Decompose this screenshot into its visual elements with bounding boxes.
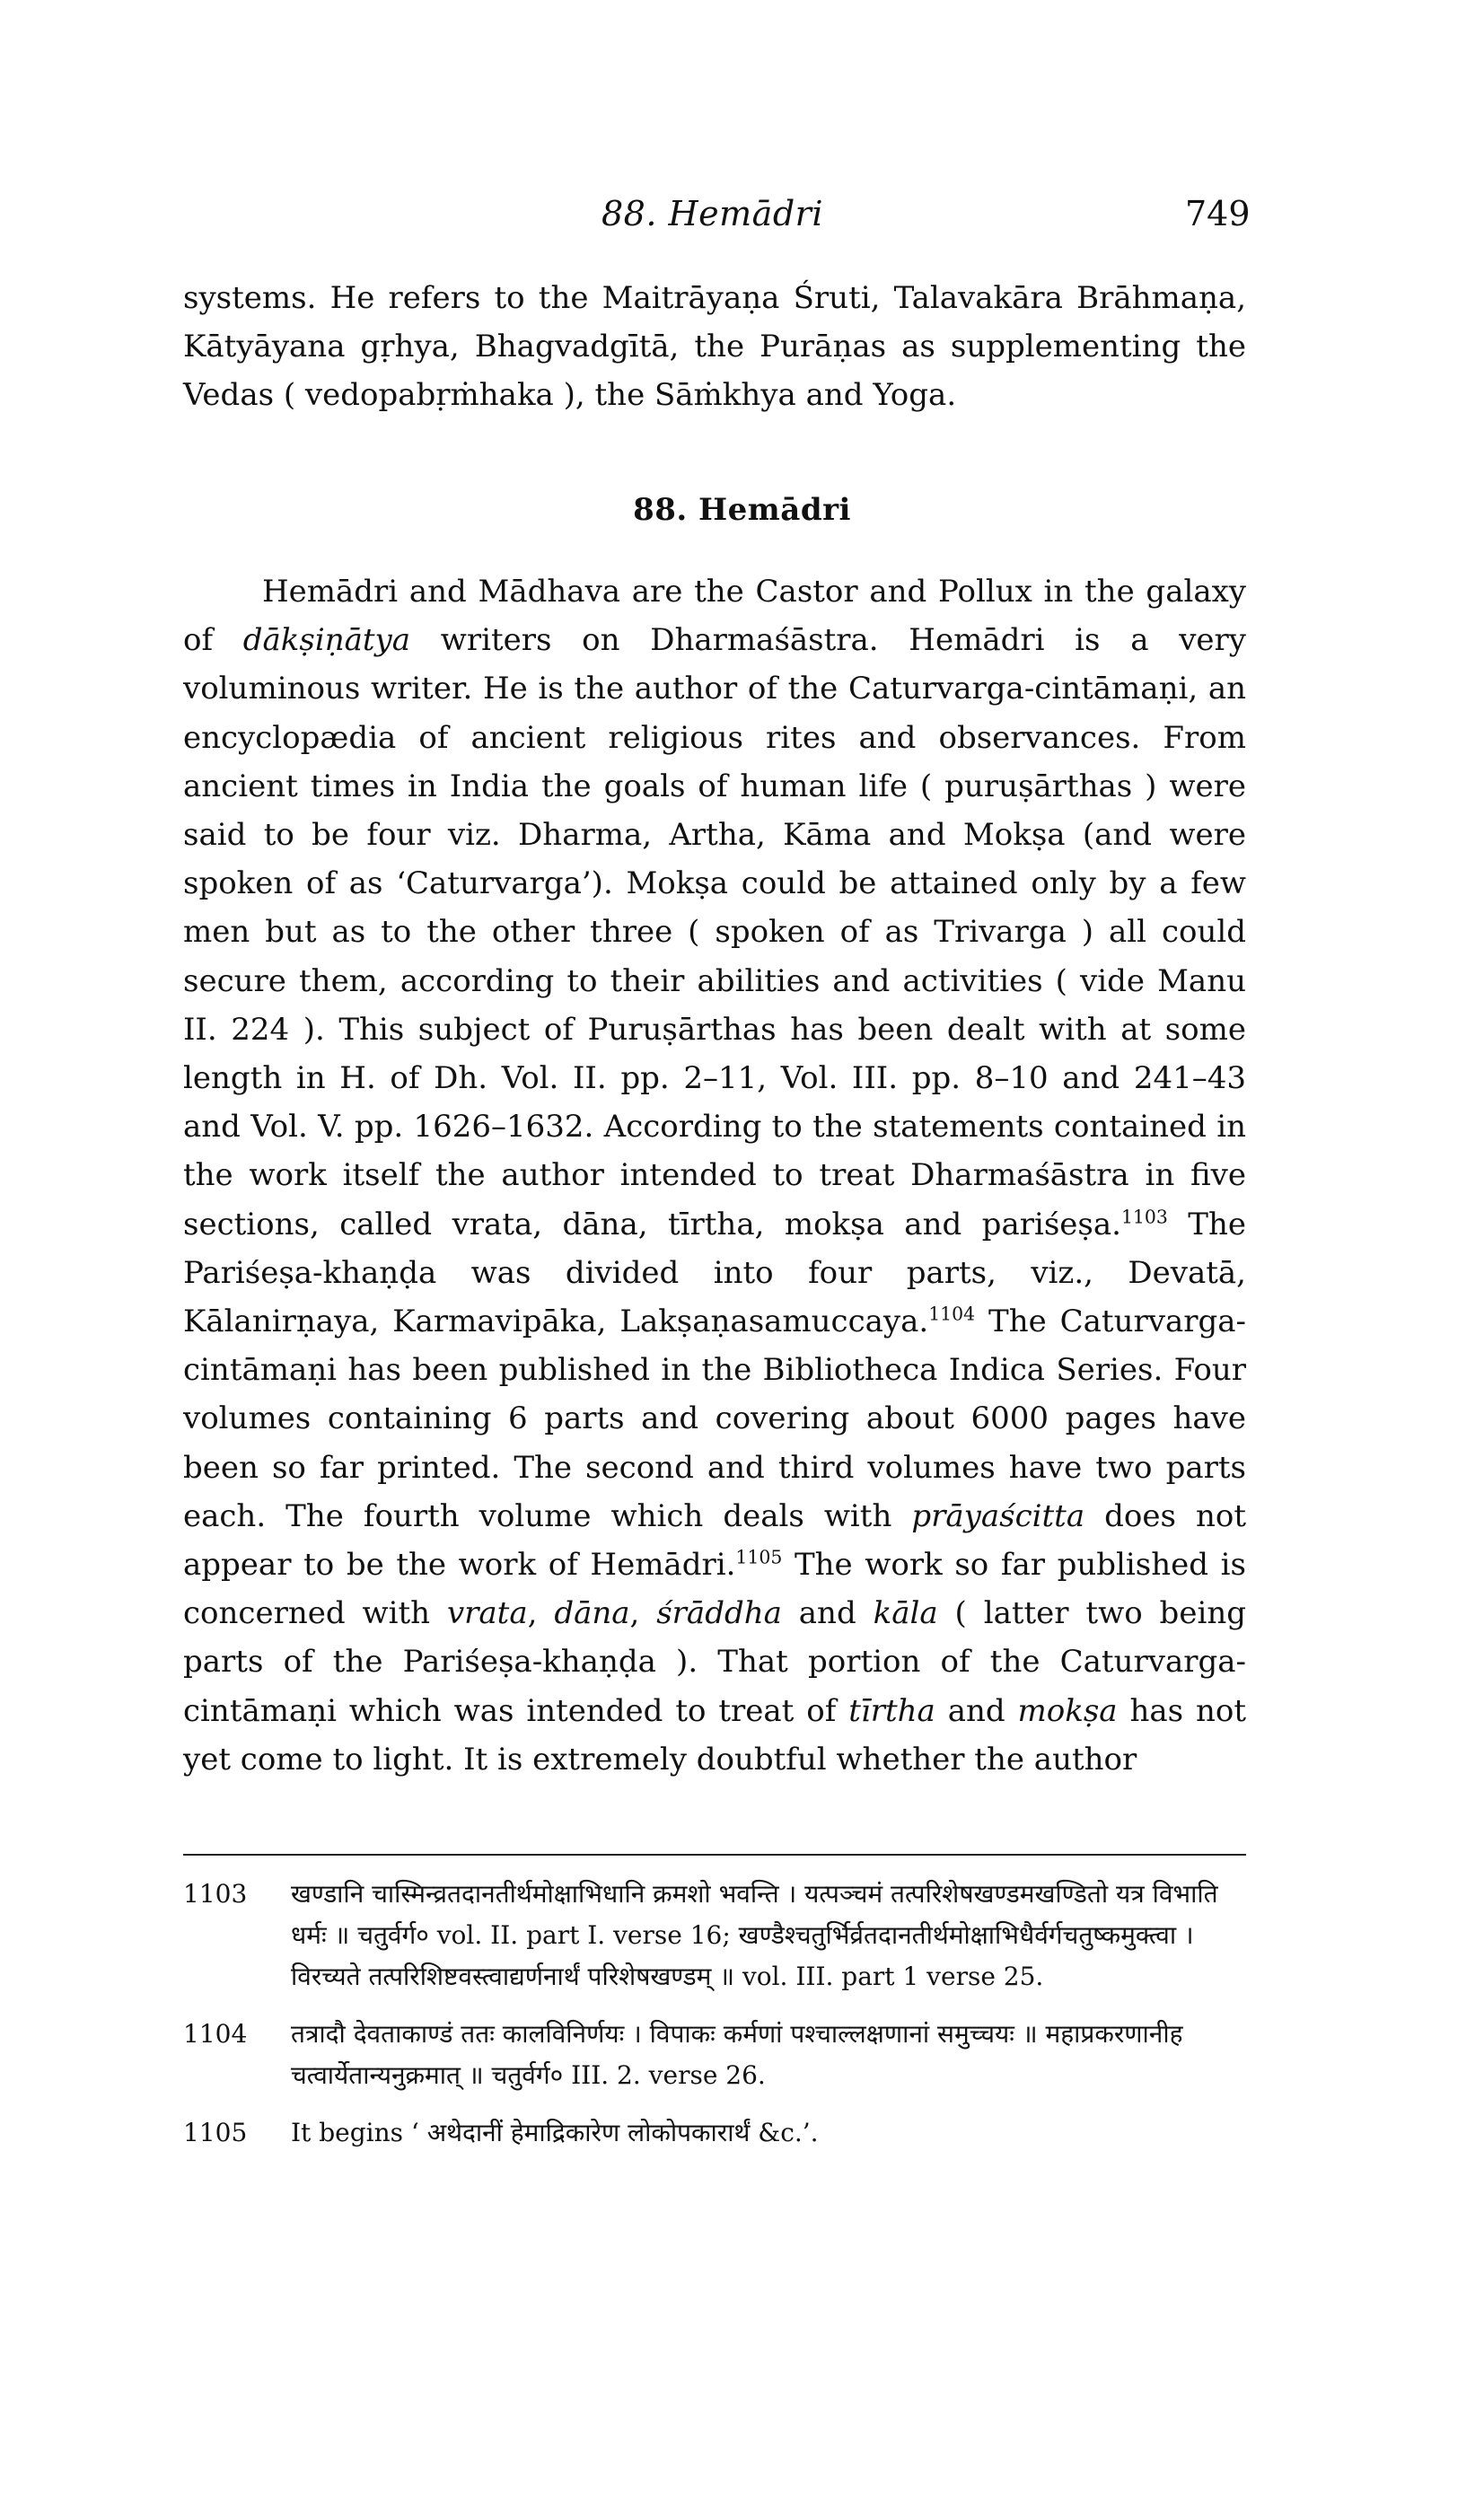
footnote-1104	[183, 2014, 1246, 2096]
footnote-text: तत्रादौ देवताकाण्डं ततः कालविनिर्णयः । विपाकः कर्मणां पश्चाल्लक्षणानां समुच्चयः ॥ महाप्रकरणानीह चत्वार्येतान्यनुक्रमात् ॥ चतुर्वर्ग० III. 2. verse 26.	[291, 2019, 1183, 2090]
footnote-ref-1105[interactable]: 1105	[735, 1546, 783, 1568]
italic-term: vrata	[446, 1595, 528, 1632]
running-title: 88. Hemādri	[602, 194, 823, 233]
italic-term: prāyaścitta	[911, 1497, 1085, 1534]
running-head	[0, 190, 1484, 244]
text-run: Hemādri and Mādhava are the Castor and Pollux in the galaxy of	[183, 574, 1246, 659]
footnote-1103	[183, 1874, 1246, 1997]
footnote-text: खण्डानि चास्मिन्व्रतदानतीर्थमोक्षाभिधानि क्रमशो भवन्ति । यत्पञ्चमं तत्परिशेषखण्डमखण्डितो यत्र विभाति धर्मः ॥ चतुर्वर्ग० vol. II. part I. verse 16; खण्डैश्चतुर्भिर्व्रतदानतीर्थमोक्षाभिधैर्वर्गचतुष्कमुक्त्वा । विरच्यते तत्परिशिष्टवस्त्वाद्यर्णनार्थं परिशेषखण्डम् ॥ vol. III. part 1 verse 25.	[291, 1879, 1218, 1991]
footnote-number: 1103	[183, 1879, 248, 1909]
italic-term: mokṣa	[1017, 1692, 1118, 1729]
italic-term: tīrtha	[848, 1692, 935, 1729]
italic-term: dāna	[554, 1595, 630, 1632]
main-paragraph	[183, 567, 1246, 1784]
text-run: ,	[629, 1595, 657, 1632]
page-number: 749	[1185, 194, 1251, 233]
footnote-number: 1104	[183, 2019, 248, 2049]
text-run: does not appear to be the work of Hemādri.	[183, 1497, 1246, 1584]
footnote-ref-1104[interactable]: 1104	[928, 1303, 976, 1325]
italic-term: śrāddha	[656, 1595, 782, 1632]
text-run: The Pariśeṣa-khaṇḍa was divided into four parts, viz., Devatā, Kālanirṇaya, Karmavipāka, Lakṣaṇasamuccaya.	[183, 1206, 1246, 1340]
footnote-ref-1103[interactable]: 1103	[1120, 1206, 1168, 1228]
footnote-1105	[183, 2112, 1246, 2154]
footnote-text: It begins ‘ अथेदानीं हेमाद्रिकारेण लोकोपकारार्थं &c.’.	[291, 2118, 819, 2147]
italic-term: kāla	[873, 1595, 938, 1632]
text-run: and	[781, 1595, 874, 1632]
text-run: writers on Dharmaśāstra. Hemādri is a very voluminous writer. He is the author of the Caturvarga-cintāmaṇi, an encyclopædia of ancient religious rites and observances. From ancient times in India the goals of human life ( puruṣārthas ) were said to be four viz. Dharma, Artha, Kāma and Mokṣa (and were spoken of as ‘Caturvarga’). Mokṣa could be attained only by a few men but as to the other three ( spoken of as Trivarga ) all could secure them, according to their abilities and activities ( vide Manu II. 224 ). This subject of Puruṣārthas has been dealt with at some length in H. of Dh. Vol. II. pp. 2–11, Vol. III. pp. 8–10 and 241–43 and Vol. V. pp. 1626–1632. According to the statements contained in the work itself the author intended to treat Dharmaśāstra in five sections, called vrata, dāna, tīrtha, mokṣa and pariśeṣa.	[183, 622, 1246, 1242]
continued-paragraph: systems. He refers to the Maitrāyaṇa Śruti, Talavakāra Brāhmaṇa, Kātyāyana gṛhya, Bhagvadgītā, the Purāṇas as supplementing the Vedas ( vedopabṛṁhaka ), the Sāṁkhya and Yoga.	[183, 280, 1246, 414]
text-run: has not yet come to light. It is extremely doubtful whether the author	[183, 1692, 1246, 1778]
section-heading: 88. Hemādri	[633, 492, 851, 528]
footnote-number: 1105	[183, 2118, 248, 2147]
footnotes	[183, 1874, 1246, 2170]
text-run: and	[935, 1692, 1018, 1729]
footnote-divider	[183, 1854, 1246, 1856]
text-run: The Caturvarga-cintāmaṇi has been published in the Bibliotheca Indica Series. Four volumes containing 6 parts and covering about 6000 pages have been so far printed. The second and third volumes have two parts each. The fourth volume which deals with	[183, 1304, 1246, 1534]
text-run: ( latter two being parts of the Pariśeṣa-khaṇḍa ). That portion of the Caturvarga-cintāmaṇi which was intended to treat of	[183, 1595, 1246, 1729]
text-run: ,	[527, 1595, 555, 1632]
italic-term: dākṣiṇātya	[242, 622, 411, 659]
text-run: The work so far published is concerned with	[183, 1547, 1246, 1632]
